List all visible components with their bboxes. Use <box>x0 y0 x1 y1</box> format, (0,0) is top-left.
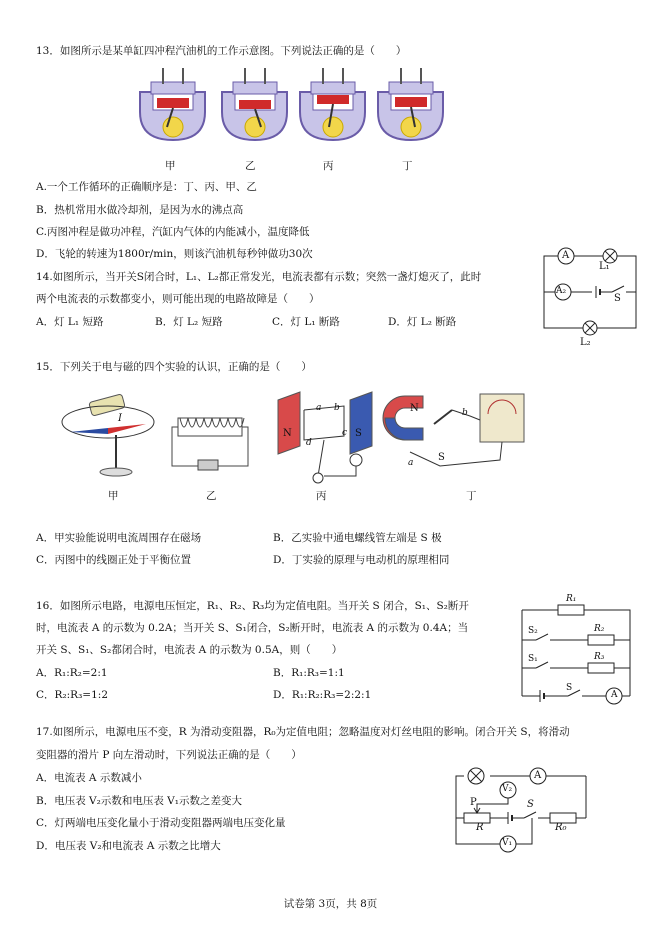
exp-label-ding: 丁 <box>466 490 477 502</box>
engine-ding <box>378 68 443 140</box>
q16-label-s1: S₁ <box>528 654 538 664</box>
q17-label-p: P <box>470 797 477 808</box>
q17-label-v2: V₂ <box>502 784 513 794</box>
engine-label-ding: 丁 <box>402 160 413 172</box>
page-footer: 试卷第 3页，共 8页 <box>283 898 378 910</box>
exp-ding-figure <box>383 394 524 466</box>
q14-lamp-l2-icon <box>583 321 597 335</box>
q15-option-c: C．丙图中的线圈正处于平衡位置 <box>36 554 192 566</box>
q17-lamp-icon <box>468 768 484 784</box>
exp-ding-letter-a: a <box>408 458 414 468</box>
q14-label-l2: L₂ <box>580 337 591 348</box>
engine-bing <box>300 68 365 140</box>
exp-label-jia: 甲 <box>108 490 119 502</box>
q17-option-d: D．电压表 V₂和电流表 A 示数之比增大 <box>36 840 221 852</box>
q16-option-a: A．R₁:R₂=2:1 <box>36 667 108 679</box>
q17-circuit <box>452 764 592 856</box>
q14-option-d: D．灯 L₂ 断路 <box>388 316 457 328</box>
engine-yi <box>222 68 287 140</box>
q16-label-s2: S₂ <box>528 626 538 636</box>
q14-stem-line2: 两个电流表的示数都变小，则可能出现的电路故障是（ ） <box>36 293 320 305</box>
q16-label-r3: R₃ <box>594 652 605 662</box>
exp-jia-figure <box>62 394 154 476</box>
exp-label-bing: 丙 <box>316 490 327 502</box>
q14-option-c: C．灯 L₁ 断路 <box>272 316 340 328</box>
q13-stem: 13．如图所示是某单缸四冲程汽油机的工作示意图。下列说法正确的是（ ） <box>36 45 407 57</box>
q14-stem-line1: 14.如图所示，当开关S闭合时，L₁、L₂都正常发光，电流表都有示数；突然一盏灯熄灭了，此时 <box>36 271 482 283</box>
q14-label-a2: A₂ <box>556 286 567 296</box>
q16-stem-line3: 开关 S、S₁、S₂都闭合时，电流表 A 的示数为 0.5A，则（ ） <box>36 644 343 656</box>
q15-stem: 15．下列关于电与磁的四个实验的认识，正确的是（ ） <box>36 361 312 373</box>
q17-stem-line2: 变阻器的滑片 P 向左滑动时，下列说法正确的是（ ） <box>36 749 302 761</box>
q15-experiments <box>60 380 540 490</box>
q13-option-c: C.丙图冲程是做功冲程，汽缸内气体的内能减小，温度降低 <box>36 226 310 238</box>
exp-ding-letter-b: b <box>462 408 468 418</box>
exp-yi-figure <box>172 418 248 470</box>
q16-label-s: S <box>566 683 573 693</box>
q13-option-b: B．热机常用水做冷却剂，是因为水的沸点高 <box>36 204 244 216</box>
engine-jia <box>140 68 205 140</box>
engine-label-yi: 乙 <box>245 160 256 172</box>
q15-option-a: A．甲实验能说明电流周围存在磁场 <box>36 532 202 544</box>
q14-label-a: A <box>562 250 570 261</box>
q16-label-r1: R₁ <box>566 594 577 604</box>
q14-option-a: A．灯 L₁ 短路 <box>36 316 104 328</box>
q17-option-b: B．电压表 V₂示数和电压表 V₁示数之差变大 <box>36 795 242 807</box>
exp-bing-letter-c: c <box>342 428 348 438</box>
q17-option-c: C．灯两端电压变化量小于滑动变阻器两端电压变化量 <box>36 817 286 829</box>
q16-label-r2: R₂ <box>594 624 605 634</box>
q17-label-a: A <box>534 770 542 781</box>
q14-label-l1: L₁ <box>599 261 610 272</box>
q13-option-d: D．飞轮的转速为1800r/min，则该汽油机每秒钟做功30次 <box>36 248 313 260</box>
q14-label-s: S <box>614 293 621 304</box>
q15-option-b: B．乙实验中通电螺线管左端是 S 极 <box>273 532 442 544</box>
q13-option-a: A.一个工作循环的正确顺序是：丁、丙、甲、乙 <box>36 181 257 193</box>
exp-jia-letter-i: I <box>118 413 122 424</box>
q16-stem-line2: 时，电流表 A 的示数为 0.2A；当开关 S、S₁闭合，S₂断开时，电流表 A 的示数为 0.4A；当 <box>36 622 469 634</box>
q16-stem-line1: 16．如图所示电路，电源电压恒定，R₁、R₂、R₃均为定值电阻。当开关 S 闭合，S₁、S₂断开 <box>36 600 469 612</box>
q17-stem-line1: 17.如图所示，电源电压不变，R 为滑动变阻器，R₀为定值电阻；忽略温度对灯丝电阻的影响。闭合开关 S，将滑动 <box>36 726 570 738</box>
exp-bing-letter-d: d <box>306 438 312 448</box>
exp-label-yi: 乙 <box>206 490 217 502</box>
exp-bing-letter-b: b <box>334 403 340 413</box>
q17-label-r0: R₀ <box>555 822 567 833</box>
q17-option-a: A．电流表 A 示数减小 <box>36 772 142 784</box>
q17-label-s: S <box>527 799 534 810</box>
q16-option-c: C．R₂:R₃=1:2 <box>36 689 108 701</box>
engine-label-bing: 丙 <box>323 160 334 172</box>
q17-label-v1: V₁ <box>502 838 513 848</box>
q16-label-a: A <box>611 690 618 700</box>
q15-option-d: D．丁实验的原理与电动机的原理相同 <box>273 554 450 566</box>
exp-ding-letter-s: S <box>438 452 445 463</box>
q16-option-d: D．R₁:R₂:R₃=2:2:1 <box>273 689 372 701</box>
exp-bing-letter-n: N <box>283 428 292 439</box>
q14-circuit <box>540 244 640 344</box>
exp-bing-letter-a: a <box>316 403 322 413</box>
q17-label-r: R <box>476 822 484 833</box>
engine-label-jia: 甲 <box>165 160 176 172</box>
q14-option-b: B．灯 L₂ 短路 <box>155 316 223 328</box>
q16-option-b: B．R₁:R₃=1:1 <box>273 667 345 679</box>
exp-ding-letter-n: N <box>410 403 419 414</box>
exp-bing-letter-s: S <box>355 428 362 439</box>
